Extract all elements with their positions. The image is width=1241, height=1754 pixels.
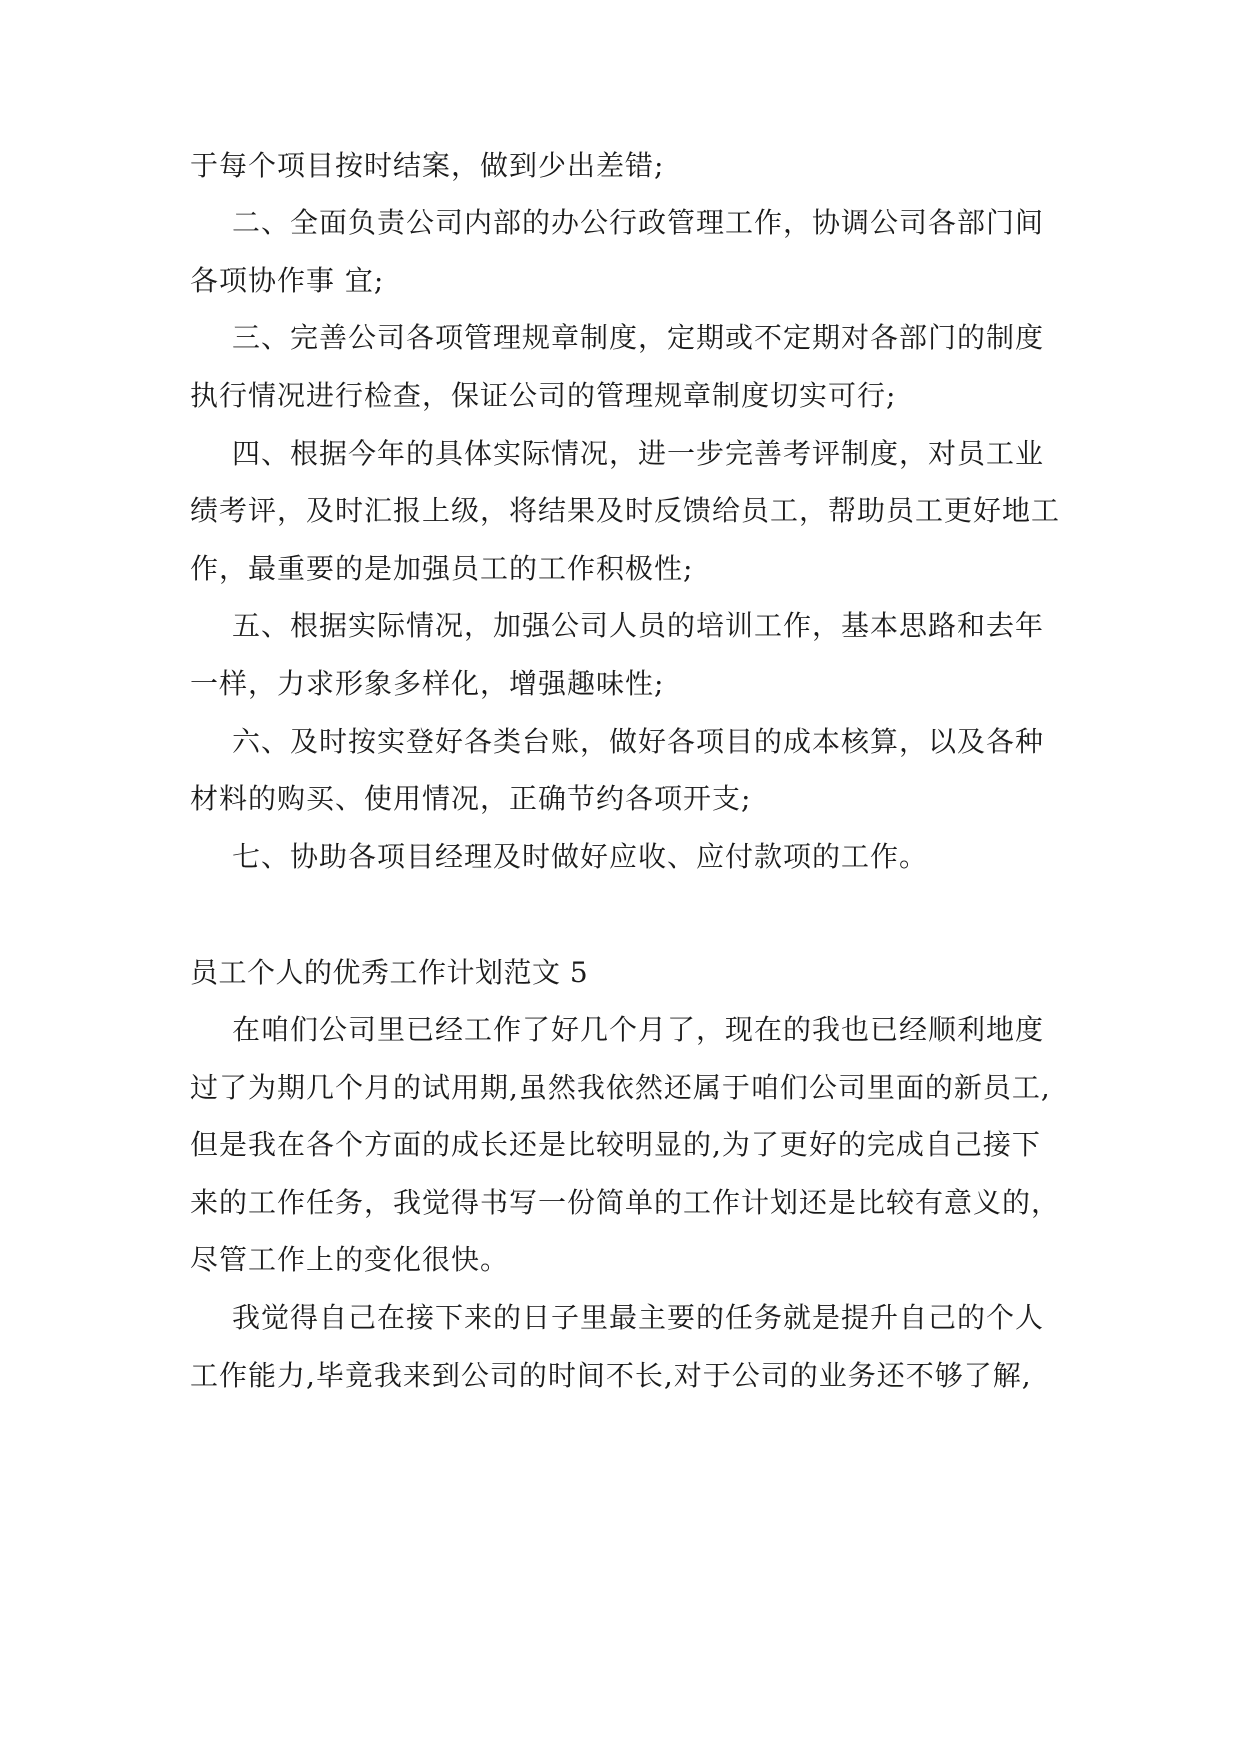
paragraph-line: 六、及时按实登好各类台账，做好各项目的成本核算，以及各种 [232, 725, 1045, 758]
paragraph-line: 材料的购买、使用情况，正确节约各项开支; [190, 782, 752, 815]
paragraph-line: 三、完善公司各项管理规章制度，定期或不定期对各部门的制度 [232, 321, 1045, 354]
paragraph-line: 一样，力求形象多样化，增强趣味性; [190, 667, 665, 700]
paragraph-line: 各项协作事 宜; [190, 264, 385, 297]
paragraph-line: 七、协助各项目经理及时做好应收、应付款项的工作。 [232, 840, 929, 873]
paragraph-line: 在咱们公司里已经工作了好几个月了，现在的我也已经顺利地度 [232, 1013, 1045, 1046]
paragraph-line: 五、根据实际情况，加强公司人员的培训工作，基本思路和去年 [232, 609, 1045, 642]
section-heading: 员工个人的优秀工作计划范文 5 [190, 956, 589, 989]
paragraph-line: 工作能力,毕竟我来到公司的时间不长,对于公司的业务还不够了解, [190, 1359, 1032, 1392]
paragraph-line: 作，最重要的是加强员工的工作积极性; [190, 552, 694, 585]
paragraph-line: 尽管工作上的变化很快。 [190, 1243, 510, 1276]
paragraph-line: 过了为期几个月的试用期,虽然我依然还属于咱们公司里面的新员工, [190, 1071, 1051, 1104]
paragraph-line: 二、全面负责公司内部的办公行政管理工作，协调公司各部门间 [232, 206, 1045, 239]
paragraph-line: 但是我在各个方面的成长还是比较明显的,为了更好的完成自己接下 [190, 1128, 1041, 1161]
paragraph-line: 我觉得自己在接下来的日子里最主要的任务就是提升自己的个人 [232, 1301, 1045, 1334]
paragraph-line: 四、根据今年的具体实际情况，进一步完善考评制度，对员工业 [232, 437, 1045, 470]
paragraph-line: 执行情况进行检查，保证公司的管理规章制度切实可行; [190, 379, 897, 412]
paragraph-line: 来的工作任务，我觉得书写一份简单的工作计划还是比较有意义的， [190, 1186, 1061, 1219]
paragraph-line: 绩考评，及时汇报上级，将结果及时反馈给员工，帮助员工更好地工 [190, 494, 1061, 527]
paragraph-line: 于每个项目按时结案，做到少出差错; [190, 149, 665, 182]
